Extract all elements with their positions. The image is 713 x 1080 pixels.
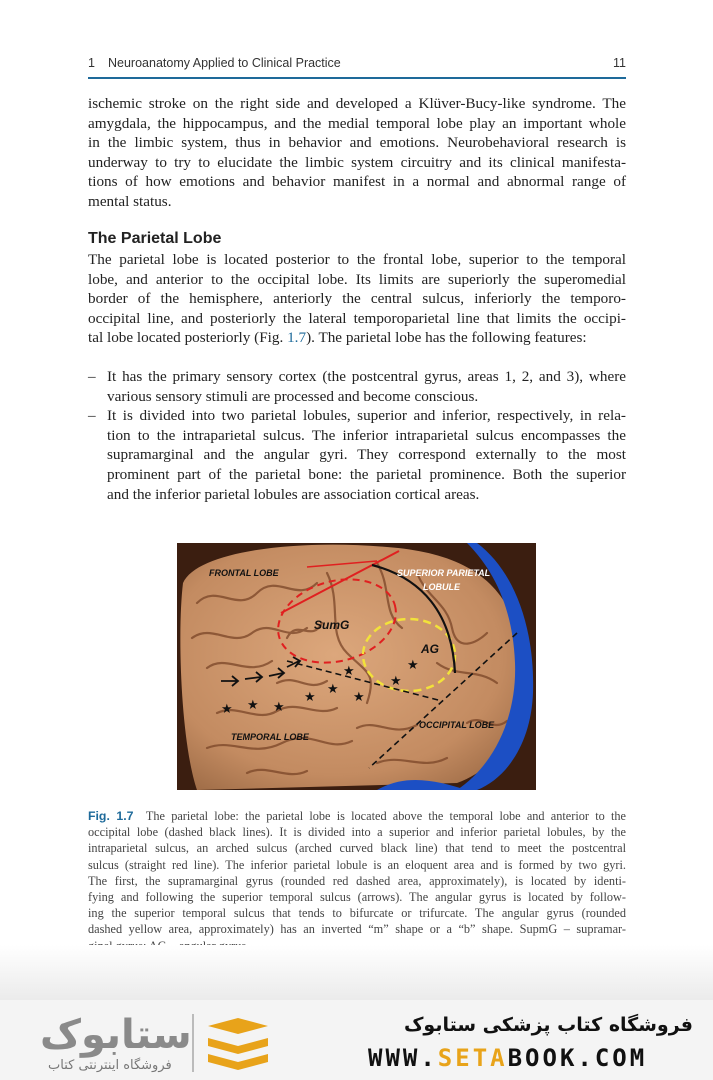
caption-line: intraparietal sulcus, an arched sulcus (arched curved black line) that tend to meet the postcentral xyxy=(88,841,626,856)
list-item xyxy=(88,406,626,504)
text-line: mental status. xyxy=(88,192,172,210)
superior-parietal-label: SUPERIOR PARIETAL xyxy=(397,568,491,578)
brain-illustration xyxy=(177,543,536,790)
sumg-label: SumG xyxy=(314,618,350,632)
text-line: lobe, and anterior to the occipital lobe. Its limits are superiorly the superomedial xyxy=(88,270,626,288)
store-logo-text[interactable]: ستابوک xyxy=(40,1012,192,1058)
text-line: tion to the intraparietal sulcus. The inferior intraparietal sulcus encompasses the xyxy=(107,426,626,444)
text-line: various sensory stimuli are processed and become conscious. xyxy=(107,387,479,405)
text-line: in the limbic system, thus in behavior and emotions. Neurobehavioral research is xyxy=(88,134,626,152)
svg-text:★: ★ xyxy=(390,674,402,689)
text-line: underway to try to elucidate the limbic system circuitry and its clinical manifesta- xyxy=(88,153,626,171)
text-line: occipital line, and posteriorly the lateral temporoparietal line that limits the occipi- xyxy=(88,309,626,327)
figure-label: Fig. 1.7 xyxy=(88,809,134,823)
caption-line: fying and following the superior temporal sulcus (arrows). The angular gyrus is located by follow- xyxy=(88,890,626,905)
text-line: border of the hemisphere, anteriorly the central sulcus, inferiorly the temporo- xyxy=(88,290,626,308)
list-dash: – xyxy=(88,368,96,385)
caption-line: ing the superior temporal sulcus that tends to bifurcate or trifurcate. The angular gyrus (rounded xyxy=(88,906,626,921)
frontal-lobe-label: FRONTAL LOBE xyxy=(209,568,279,578)
section-paragraph xyxy=(88,250,626,348)
text-line: amygdala, the hippocampus, and the medial temporal lobe play an important whole xyxy=(88,114,626,132)
text-line: It has the primary sensory cortex (the postcentral gyrus, areas 1, 2, and 3), where xyxy=(107,368,626,385)
brain-figure xyxy=(177,543,536,790)
list-item xyxy=(88,367,626,406)
section-heading: The Parietal Lobe xyxy=(88,230,222,247)
chapter-number: 1 xyxy=(88,56,95,70)
svg-text:★: ★ xyxy=(343,664,355,679)
text-line: It is divided into two parietal lobules, superior and inferior, respectively, in rela- xyxy=(107,407,626,425)
text-line: The parietal lobe is located posterior to the frontal lobe, superior to the temporal xyxy=(88,251,626,268)
store-footer xyxy=(0,1000,713,1080)
logo-divider xyxy=(192,1014,194,1072)
store-logo-subtitle: فروشگاه اینترنتی کتاب xyxy=(48,1058,172,1073)
temporal-lobe-label: TEMPORAL LOBE xyxy=(231,732,309,742)
intro-paragraph xyxy=(88,94,626,212)
text-line: tions of how emotions and behavior manifest in a normal and abnormal range of xyxy=(88,173,626,191)
feature-list xyxy=(88,367,626,504)
url-highlight: SETA xyxy=(437,1044,508,1072)
store-url-link[interactable] xyxy=(368,1044,647,1072)
svg-text:★: ★ xyxy=(221,702,233,717)
svg-text:★: ★ xyxy=(273,700,285,715)
page-fade xyxy=(0,945,713,1005)
caption-line xyxy=(88,808,626,824)
figure-caption xyxy=(88,808,626,954)
text-fragment: ). The parietal lobe has the following features: xyxy=(306,329,587,347)
caption-line: dashed yellow area, approximately) has an inverted “m” shape or a “b” shape. SupmG – supramar- xyxy=(88,922,626,937)
book-stack-icon xyxy=(203,1016,273,1072)
text-line: and the inferior parietal lobules are association cortical areas. xyxy=(107,485,480,503)
caption-line: sulcus (straight red line). The inferior parietal lobule is an eloquent area and is formed by two gyri. xyxy=(88,857,626,872)
page-number: 11 xyxy=(613,56,626,70)
url-suffix: BOOK.COM xyxy=(507,1044,648,1072)
occipital-lobe-label: OCCIPITAL LOBE xyxy=(419,720,495,730)
url-prefix: WWW. xyxy=(368,1044,438,1072)
ag-label: AG xyxy=(421,642,439,656)
text-line: supramarginal and the angular gyri. They correspond externally to the most xyxy=(107,446,626,464)
chapter-title: Neuroanatomy Applied to Clinical Practice xyxy=(108,56,341,70)
lobule-label: LOBULE xyxy=(423,582,460,592)
caption-line: occipital lobe (dashed black lines). It is divided into a superior and inferior parietal lobules, by the xyxy=(88,825,626,840)
store-name: فروشگاه کتاب پزشکی ستابوک xyxy=(403,1014,693,1036)
svg-text:★: ★ xyxy=(407,658,419,673)
svg-text:★: ★ xyxy=(304,690,316,705)
svg-text:★: ★ xyxy=(353,690,365,705)
text-fragment: tal lobe located posteriorly (Fig. xyxy=(88,329,288,347)
text-line xyxy=(88,328,626,348)
text-line: ischemic stroke on the right side and developed a Klüver-Bucy-like syndrome. The xyxy=(88,95,626,112)
caption-line: The first, the supramarginal gyrus (rounded red dashed area, approximately), is located by identi- xyxy=(88,873,626,888)
running-header xyxy=(88,56,626,76)
text-line: prominent part of the parietal bone: the parietal prominence. Both the superior xyxy=(107,465,626,483)
caption-text: The parietal lobe: the parietal lobe is located above the temporal lobe and anterior to the xyxy=(145,809,626,823)
figure-reference-link[interactable]: 1.7 xyxy=(287,329,307,347)
header-rule xyxy=(88,77,626,79)
list-dash: – xyxy=(88,407,96,425)
svg-text:★: ★ xyxy=(247,698,259,713)
svg-text:★: ★ xyxy=(327,682,339,697)
